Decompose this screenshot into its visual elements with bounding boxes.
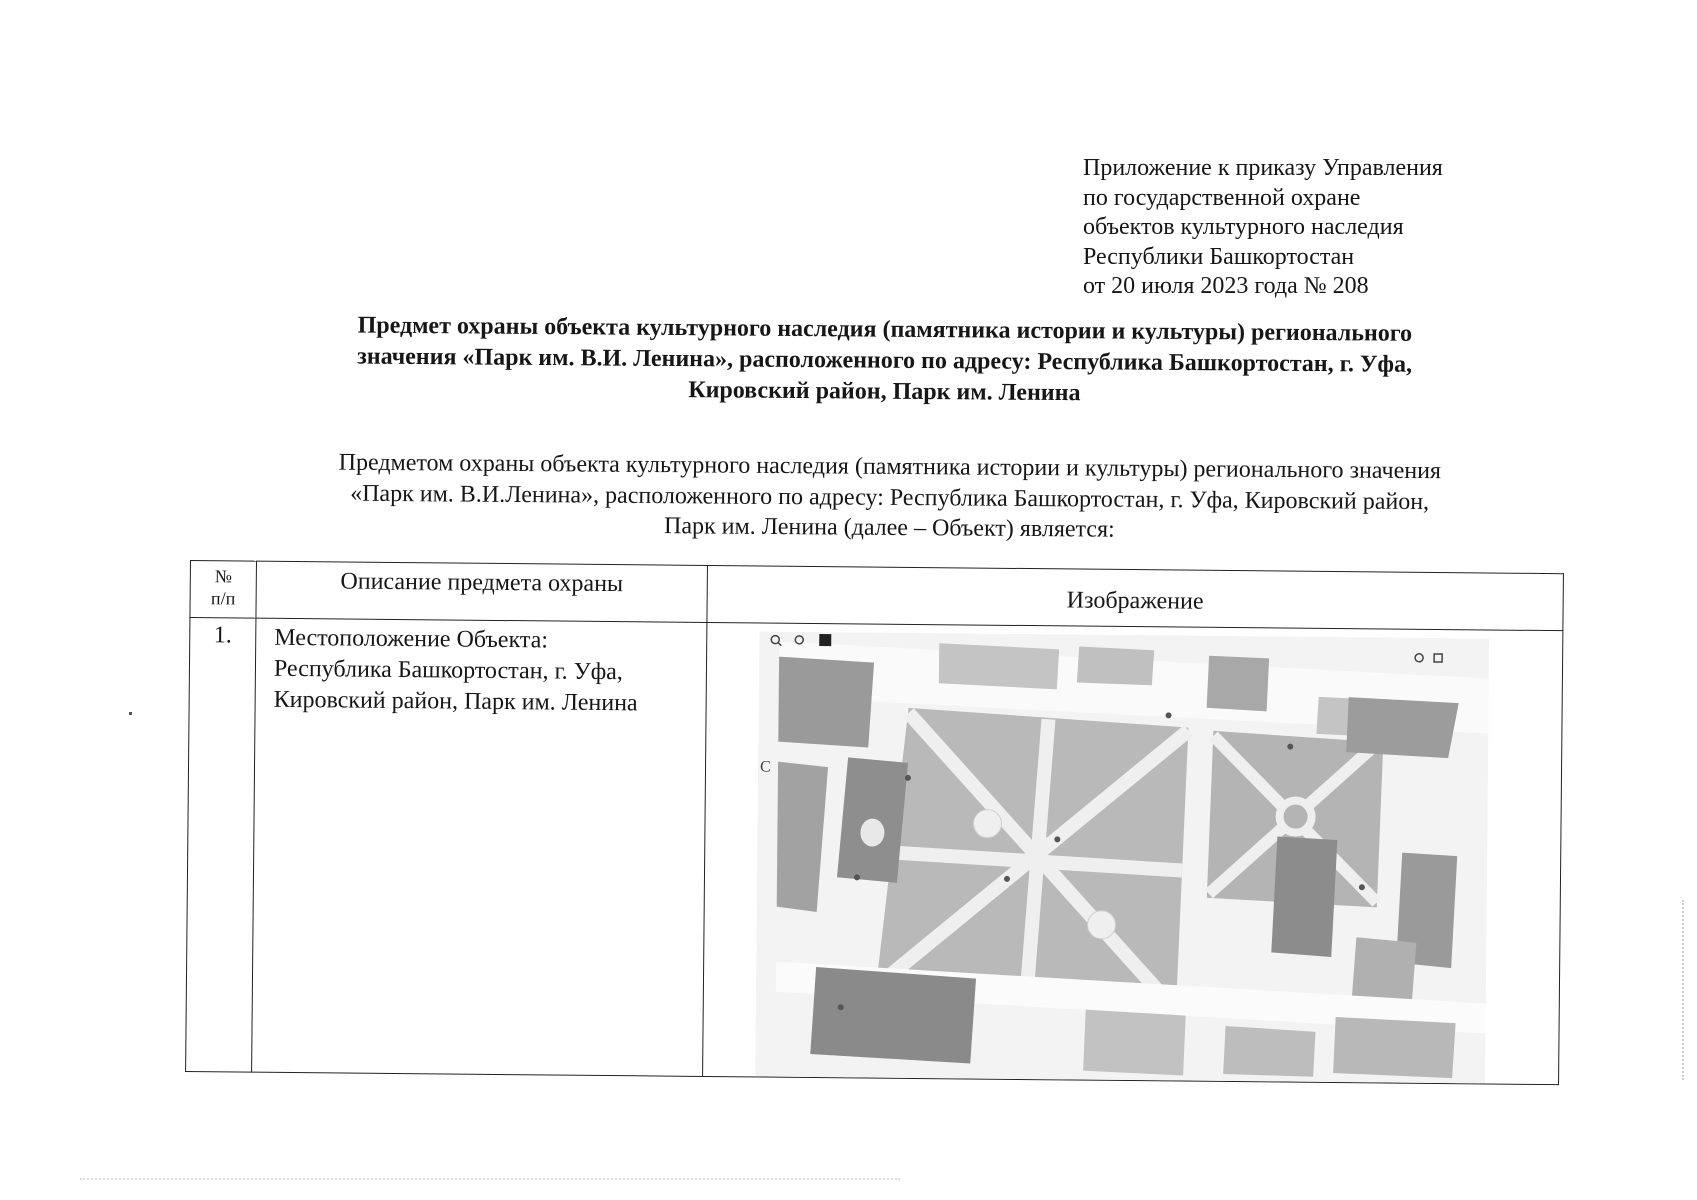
- appendix-line: Приложение к приказу Управления: [1083, 155, 1443, 181]
- description-line: Кировский район, Парк им. Ленина: [273, 686, 638, 717]
- header-number-abbr: п/п: [210, 588, 236, 609]
- header-image: Изображение: [707, 565, 1564, 630]
- header-description: Описание предмета охраны: [256, 561, 708, 622]
- appendix-line: Республики Башкортостан: [1083, 243, 1355, 270]
- title-line: Предмет охраны объекта культурного наследия (памятника истории и культуры) регионального: [357, 312, 1413, 347]
- protection-table-wrapper: [185, 560, 1560, 1083]
- scan-edge-mark: [1682, 900, 1686, 1080]
- protection-table: [185, 560, 1564, 1085]
- header-number-sign: №: [214, 566, 233, 587]
- title-line: значения «Парк им. В.И. Ленина», расположенного по адресу: Республика Башкортостан, г. Уфа,: [357, 343, 1413, 378]
- appendix-line: от 20 июля 2023 года № 208: [1083, 273, 1369, 299]
- description-line: Местоположение Объекта:: [274, 624, 549, 654]
- park-location-map: [755, 631, 1489, 1083]
- intro-line: Парк им. Ленина (далее – Объект) является:: [663, 513, 1115, 543]
- intro-paragraph: [264, 447, 1515, 548]
- appendix-note: [1083, 154, 1503, 302]
- north-label: С: [759, 758, 771, 776]
- appendix-line: по государственной охране: [1083, 184, 1361, 211]
- scan-speck: [129, 712, 132, 715]
- document-title: [289, 310, 1480, 412]
- description-line: Республика Башкортостан, г. Уфа,: [273, 655, 623, 686]
- intro-line: Предметом охраны объекта культурного наследия (памятника истории и культуры) регионального значения: [338, 449, 1442, 485]
- scan-edge-mark: [80, 1178, 900, 1180]
- table-row: [186, 618, 1563, 1085]
- header-number: [190, 561, 257, 619]
- intro-line: «Парк им. В.И.Ленина», расположенного по адресу: Республика Башкортостан, г. Уфа, Кировский район,: [350, 480, 1430, 515]
- row-number: 1.: [186, 618, 256, 1073]
- appendix-line: объектов культурного наследия: [1083, 214, 1404, 240]
- layers-icon: [819, 634, 831, 646]
- title-line: Кировский район, Парк им. Ленина: [688, 377, 1081, 407]
- row-image-cell: [703, 622, 1563, 1084]
- row-description: [252, 618, 707, 1076]
